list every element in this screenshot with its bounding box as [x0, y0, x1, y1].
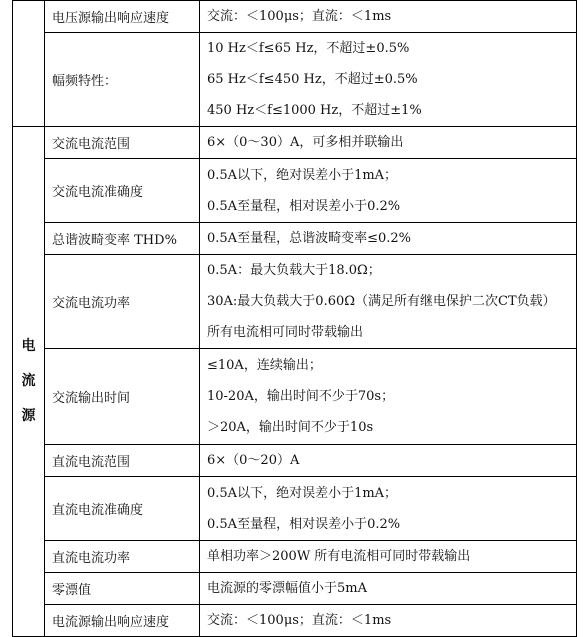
param-label: 电流源输出响应速度 [45, 605, 200, 637]
group-cell-voltage-source [13, 1, 45, 127]
value-line: 0.5A以下，绝对误差小于1mA； [207, 167, 398, 183]
param-label: 电压源输出响应速度 [45, 1, 200, 33]
param-label: 直流电流范围 [45, 445, 200, 477]
table-row [13, 349, 577, 445]
param-label: 总谐波畸变率 THD% [45, 223, 200, 255]
param-value [200, 349, 577, 445]
value-line: 所有电流相可同时带载输出 [207, 325, 364, 340]
value-line: 单相功率＞200W 所有电流相可同时带载输出 [207, 549, 471, 564]
value-line: 0.5A至量程，总谐波畸变率≤0.2% [207, 231, 411, 246]
value-line: 交流：＜100μs；直流：＜1ms [207, 613, 392, 628]
table-row [13, 1, 577, 33]
value-line: ＞20A，输出时间不少于10s [207, 420, 374, 435]
value-line: 交流：＜100μs；直流：＜1ms [207, 9, 392, 24]
param-value [200, 477, 577, 541]
param-value [200, 573, 577, 605]
param-label: 幅频特性： [45, 33, 200, 127]
value-line: 6×（0～20）A [207, 453, 300, 468]
param-label: 交流输出时间 [45, 349, 200, 445]
value-line: 0.5A：最大负载大于18.0Ω； [207, 263, 381, 278]
group-label-char: 电 [21, 338, 36, 354]
spec-table [12, 0, 577, 637]
param-label: 交流电流准确度 [45, 159, 200, 223]
param-value [200, 223, 577, 255]
param-value [200, 1, 577, 33]
param-label: 零漂值 [45, 573, 200, 605]
param-value [200, 255, 577, 349]
value-line: 电流源的零漂幅值小于5mA [207, 581, 367, 596]
group-label-char: 流 [21, 373, 36, 389]
table-row [13, 159, 577, 223]
value-line: 10-20A，输出时间不少于70s； [207, 389, 395, 404]
param-value [200, 159, 577, 223]
group-label-char: 源 [21, 408, 36, 424]
value-line: 0.5A至量程，相对误差小于0.2% [207, 198, 401, 214]
param-label: 交流电流功率 [45, 255, 200, 349]
group-cell-current-source [13, 127, 45, 637]
table-row [13, 445, 577, 477]
param-value [200, 445, 577, 477]
param-value [200, 127, 577, 159]
param-value [200, 541, 577, 573]
value-line: 0.5A至量程，相对误差小于0.2% [207, 516, 401, 532]
param-value [200, 605, 577, 637]
param-label: 直流电流功率 [45, 541, 200, 573]
param-label: 交流电流范围 [45, 127, 200, 159]
table-row [13, 223, 577, 255]
table-row [13, 477, 577, 541]
param-value [200, 33, 577, 127]
value-line: 65 Hz＜f≤450 Hz，不超过±0.5% [207, 72, 418, 87]
value-line: 450 Hz＜f≤1000 Hz，不超过±1% [207, 103, 422, 118]
table-row [13, 573, 577, 605]
table-row [13, 127, 577, 159]
value-line: ≤10A，连续输出； [207, 358, 322, 373]
value-line: 0.5A以下，绝对误差小于1mA； [207, 485, 398, 501]
value-line: 30A:最大负载大于0.60Ω（满足所有继电保护二次CT负载） [207, 294, 556, 309]
value-line: 10 Hz＜f≤65 Hz，不超过±0.5% [207, 41, 410, 56]
table-row [13, 541, 577, 573]
value-line: 6×（0～30）A，可多相并联输出 [207, 135, 404, 150]
param-label: 直流电流准确度 [45, 477, 200, 541]
table-row [13, 255, 577, 349]
table-row [13, 33, 577, 127]
table-row [13, 605, 577, 637]
